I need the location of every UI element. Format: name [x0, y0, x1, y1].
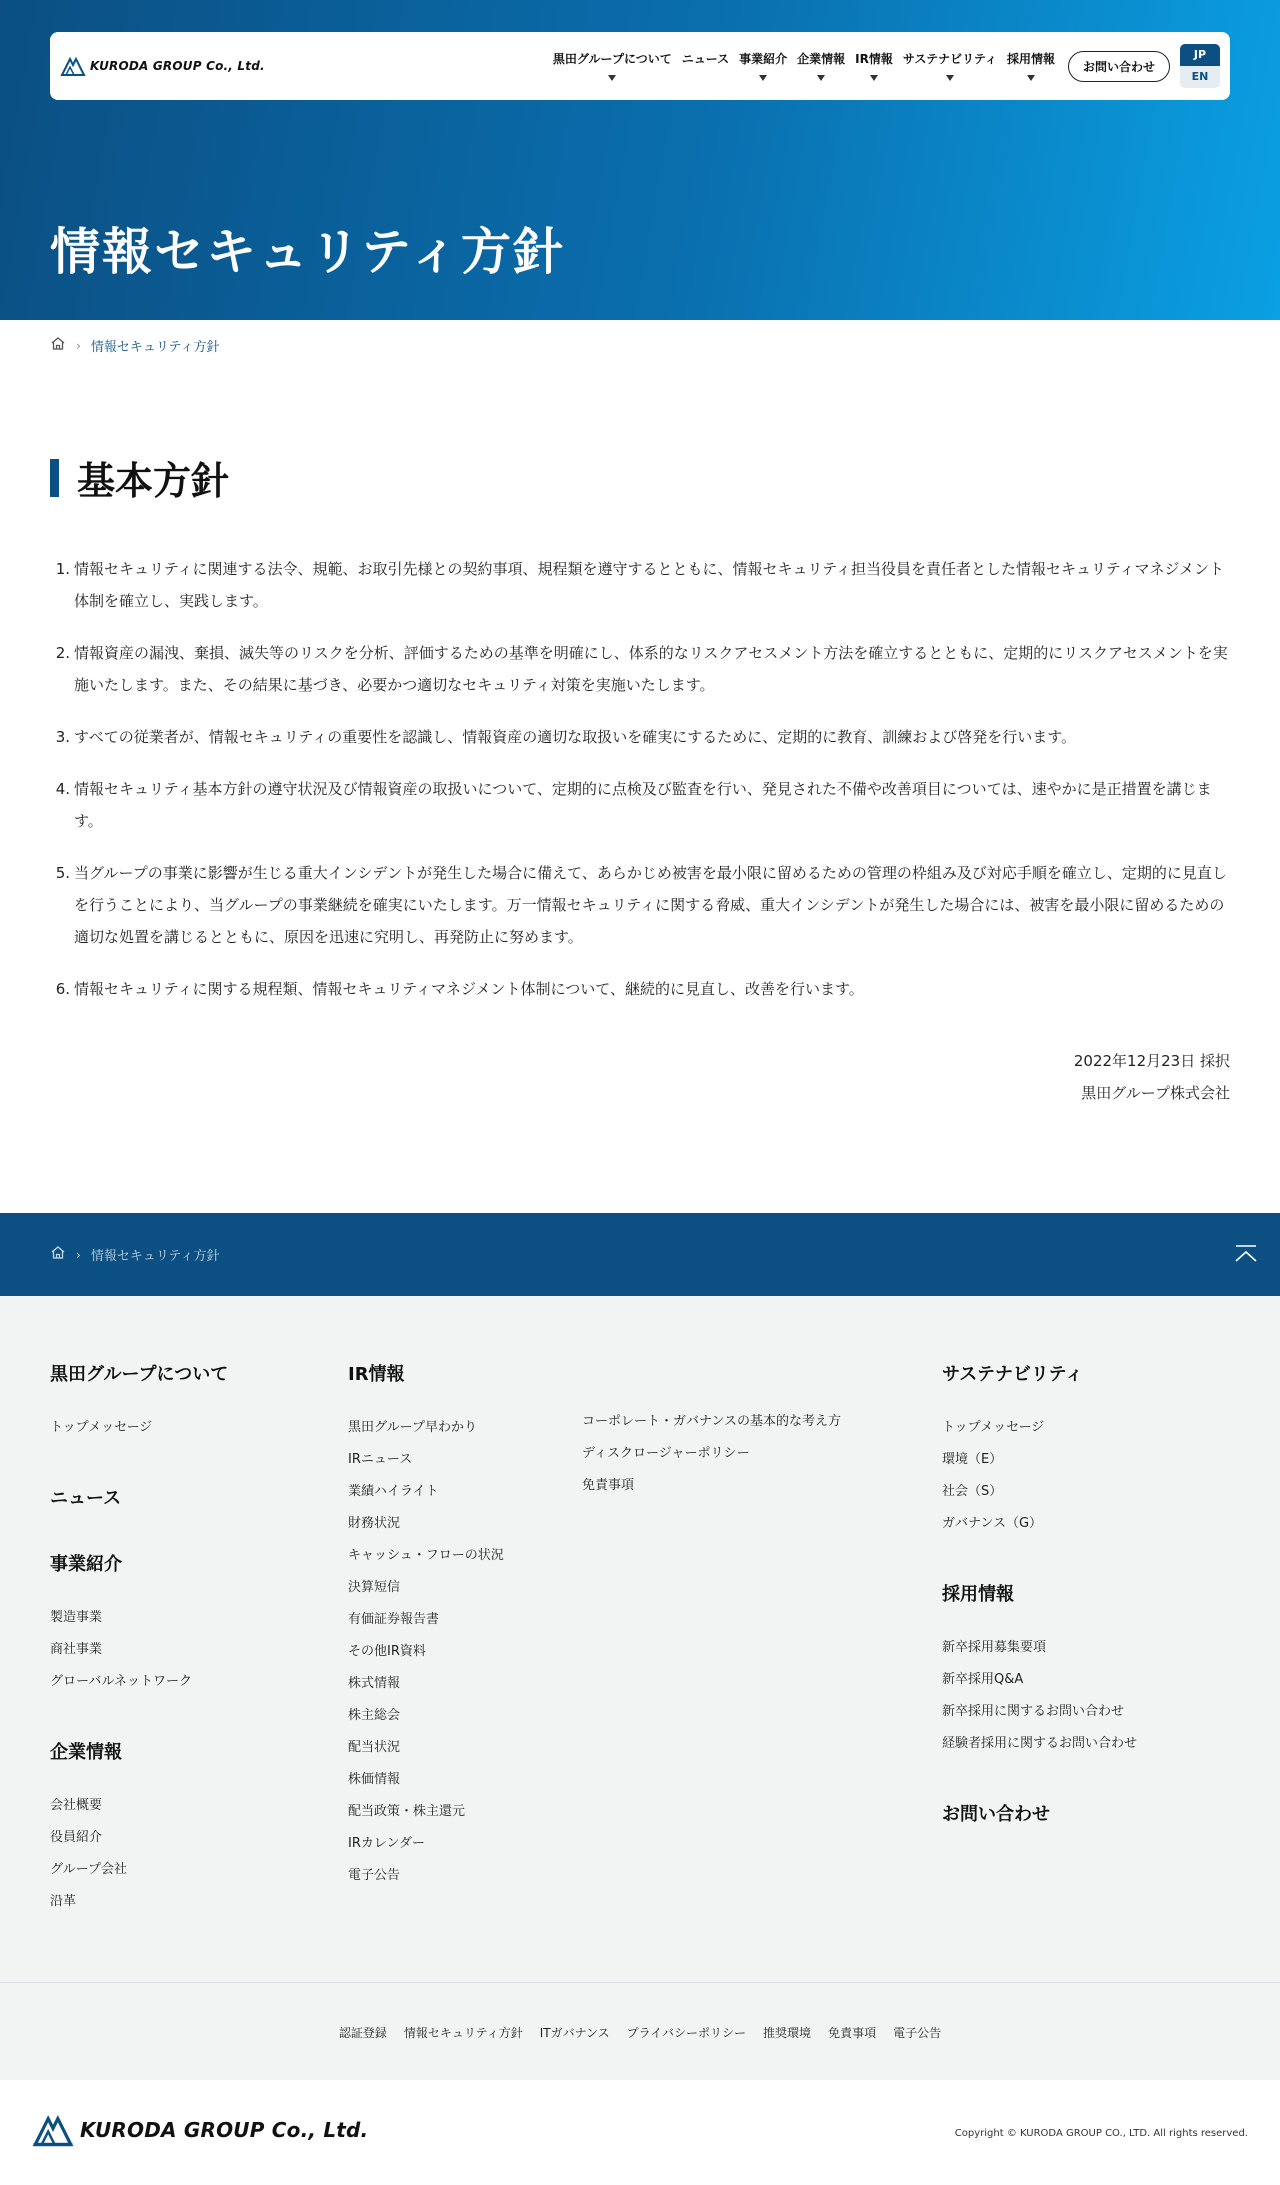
lang-jp-button[interactable]: JP — [1180, 44, 1220, 66]
footer-breadcrumb-current: 情報セキュリティ方針 — [90, 1249, 220, 1264]
policy-item-text: 情報資産の漏洩、棄損、滅失等のリスクを分析、評価するための基準を明確にし、体系的なリスクアセスメント方法を確立するとともに、定期的にリスクアセスメントを実施いたします。また、その結果に基づき、必要かつ適切なセキュリティ対策を実施いたします。 — [74, 644, 1228, 694]
policy-item-number: 1. — [55, 560, 70, 578]
footer-link[interactable]: 電子公告 — [893, 2025, 942, 2040]
sitemap-link[interactable]: キャッシュ・フローの状況 — [348, 1548, 504, 1563]
sitemap-heading-about[interactable]: 黒田グループについて — [50, 1364, 229, 1385]
sitemap-link[interactable]: 新卒採用募集要項 — [942, 1640, 1047, 1655]
footer-link[interactable]: ITガバナンス — [539, 2025, 610, 2040]
chevron-right-icon: › — [76, 338, 81, 353]
sitemap-col-1 — [50, 1360, 228, 1958]
nav-item-label: ニュース — [681, 52, 730, 66]
sitemap-link[interactable]: 電子公告 — [348, 1868, 401, 1883]
policy-item-text: 情報セキュリティ基本方針の遵守状況及び情報資産の取扱いについて、定期的に点検及び監査を行い、発見された不備や改善項目については、速やかに是正措置を講じます。 — [74, 780, 1212, 830]
policy-item-text: 情報セキュリティに関する規程類、情報セキュリティマネジメント体制について、継続的に見直し、改善を行います。 — [74, 980, 864, 998]
footer-divider — [0, 1982, 1280, 1983]
sitemap-link[interactable]: 配当状況 — [348, 1740, 401, 1755]
policy-item — [50, 553, 1230, 617]
sitemap-link[interactable]: 株主総会 — [348, 1708, 401, 1723]
breadcrumb — [50, 336, 220, 355]
sitemap-business-list — [50, 1602, 228, 1698]
sitemap-link[interactable]: コーポレート・ガバナンスの基本的な考え方 — [582, 1414, 841, 1429]
nav-item-1[interactable] — [548, 50, 677, 81]
sitemap-link[interactable]: トップメッセージ — [942, 1420, 1045, 1435]
footer-links — [0, 1984, 1280, 2080]
contact-button[interactable]: お問い合わせ — [1068, 51, 1170, 82]
sitemap-link[interactable]: 黒田グループ早わかり — [348, 1420, 477, 1435]
hero — [0, 0, 1280, 320]
caret-down-icon — [1027, 75, 1035, 81]
sitemap-link[interactable]: 役員紹介 — [50, 1830, 103, 1845]
section-heading — [50, 450, 1230, 505]
footer-link[interactable]: プライバシーポリシー — [626, 2025, 747, 2040]
caret-down-icon — [608, 75, 616, 81]
policy-item-text: すべての従業者が、情報セキュリティの重要性を認識し、情報資産の適切な取扱いを確実にするために、定期的に教育、訓練および啓発を行います。 — [74, 728, 1077, 746]
policy-item — [50, 773, 1230, 837]
sitemap-col-3 — [582, 1410, 841, 1542]
sitemap-link[interactable]: 新卒採用Q&A — [942, 1672, 1024, 1687]
nav-item-label: 採用情報 — [1006, 52, 1055, 66]
sitemap-link[interactable]: 財務状況 — [348, 1516, 401, 1531]
sitemap-ir-list-2 — [582, 1406, 841, 1502]
sitemap-link[interactable]: 沿革 — [50, 1894, 77, 1909]
global-nav — [548, 46, 1060, 86]
footer-link[interactable]: 推奨環境 — [763, 2025, 812, 2040]
lang-en-button[interactable]: EN — [1180, 66, 1220, 88]
sitemap-link[interactable]: 株式情報 — [348, 1676, 401, 1691]
caret-down-icon — [759, 75, 767, 81]
footer-logo[interactable] — [32, 2112, 368, 2148]
header-navbar — [50, 32, 1230, 100]
nav-item-3[interactable] — [734, 50, 792, 81]
sitemap-link[interactable]: 株価情報 — [348, 1772, 401, 1787]
sitemap-link[interactable]: IRニュース — [348, 1452, 413, 1467]
nav-item-6[interactable] — [898, 50, 1002, 81]
sitemap-link[interactable]: その他IR資料 — [348, 1644, 426, 1659]
policy-item-number: 2. — [55, 644, 70, 662]
footer-breadcrumb-bar — [0, 1213, 1280, 1296]
policy-item — [50, 637, 1230, 701]
sitemap-col-4 — [942, 1360, 1137, 1852]
home-icon[interactable] — [50, 1245, 66, 1264]
sitemap-heading-business[interactable]: 事業紹介 — [50, 1554, 122, 1575]
sitemap-link[interactable]: 決算短信 — [348, 1580, 401, 1595]
header-logo-text: KURODA GROUP Co., Ltd. — [90, 59, 265, 73]
nav-item-label: IR情報 — [855, 52, 893, 66]
signature — [50, 1045, 1230, 1109]
policy-item — [50, 721, 1230, 753]
policy-item — [50, 973, 1230, 1005]
footer-link[interactable]: 認証登録 — [338, 2025, 387, 2040]
sitemap-heading-contact[interactable]: お問い合わせ — [942, 1804, 1050, 1825]
sitemap-link[interactable]: 商社事業 — [50, 1642, 103, 1657]
footer-logo-text: KURODA GROUP Co., Ltd. — [80, 2118, 369, 2142]
policy-item-number: 3. — [55, 728, 70, 746]
sitemap-link[interactable]: 経験者採用に関するお問い合わせ — [942, 1736, 1138, 1751]
sitemap-link[interactable]: 有価証券報告書 — [348, 1612, 440, 1627]
nav-item-label: 事業紹介 — [739, 52, 788, 66]
sitemap-link[interactable]: 環境（E） — [942, 1452, 1003, 1467]
nav-item-label: 黒田グループについて — [552, 52, 672, 66]
policy-item-number: 5. — [55, 864, 70, 882]
sitemap-link[interactable]: 免責事項 — [582, 1478, 635, 1493]
sitemap-heading-ir[interactable]: IR情報 — [348, 1364, 405, 1385]
sitemap-link[interactable]: 会社概要 — [50, 1798, 103, 1813]
policy-item-text: 情報セキュリティに関連する法令、規範、お取引先様との契約事項、規程類を遵守するとともに、情報セキュリティ担当役員を責任者とした情報セキュリティマネジメント体制を確立し、実践します。 — [74, 560, 1225, 610]
sitemap-link[interactable]: IRカレンダー — [348, 1836, 426, 1851]
policy-item-text: 当グループの事業に影響が生じる重大インシデントが発生した場合に備えて、あらかじめ被害を最小限に留めるための管理の枠組み及び対応手順を確立し、定期的に見直しを行うことにより、当グループの事業継続を確実にいたします。万一情報セキュリティに関する脅威、重大インシデントが発生した場合には、被害を最小限に留めるための適切な処置を講じるとともに、原因を迅速に究明し、再発防止に努めます。 — [74, 864, 1227, 946]
sitemap-heading-news[interactable]: ニュース — [50, 1488, 122, 1509]
home-icon[interactable] — [50, 336, 66, 355]
sitemap-col-2 — [348, 1360, 504, 1932]
sitemap-heading-recruit[interactable]: 採用情報 — [942, 1584, 1014, 1605]
company-name: 黒田グループ株式会社 — [1081, 1084, 1230, 1102]
nav-item-2[interactable] — [677, 50, 734, 67]
page-title: 情報セキュリティ方針 — [50, 223, 565, 281]
chevron-right-icon: › — [76, 1247, 81, 1262]
sitemap-link[interactable]: 配当政策・株主還元 — [348, 1804, 466, 1819]
heading-accent-bar — [50, 459, 59, 497]
sitemap-link[interactable]: 業績ハイライト — [348, 1484, 439, 1499]
sitemap-corporate-list — [50, 1790, 228, 1918]
language-switcher — [1180, 44, 1220, 88]
kuroda-logo-mark-icon — [60, 55, 86, 77]
sitemap-recruit-list — [942, 1632, 1137, 1760]
sitemap-link[interactable]: ディスクロージャーポリシー — [582, 1446, 750, 1461]
sitemap-link[interactable]: 社会（S） — [942, 1484, 1003, 1499]
sitemap-link[interactable]: グローバルネットワーク — [50, 1674, 192, 1689]
footer-breadcrumb — [50, 1245, 220, 1264]
sitemap-link[interactable]: 新卒採用に関するお問い合わせ — [942, 1704, 1125, 1719]
sitemap-heading-corporate[interactable]: 企業情報 — [50, 1742, 122, 1763]
section-heading-text: 基本方針 — [77, 459, 230, 503]
caret-down-icon — [870, 75, 878, 81]
caret-down-icon — [946, 75, 954, 81]
sitemap-about-list — [50, 1412, 228, 1444]
main-content — [50, 450, 1230, 1109]
footer-bottom — [0, 2080, 1280, 2185]
policy-list — [50, 553, 1230, 1005]
footer-sitemap — [0, 1296, 1280, 1984]
header-logo[interactable] — [60, 55, 265, 77]
nav-item-label: 企業情報 — [797, 52, 846, 66]
sitemap-heading-sustainability[interactable]: サステナビリティ — [942, 1364, 1084, 1385]
breadcrumb-current: 情報セキュリティ方針 — [90, 340, 220, 355]
kuroda-logo-mark-icon — [32, 2112, 74, 2148]
adoption-date: 2022年12月23日 採択 — [1073, 1052, 1230, 1070]
sitemap-sustainability-list — [942, 1412, 1137, 1540]
footer-link[interactable]: 情報セキュリティ方針 — [403, 2025, 523, 2040]
footer-link[interactable]: 免責事項 — [828, 2025, 877, 2040]
nav-item-4[interactable] — [792, 50, 850, 81]
sitemap-link[interactable]: グループ会社 — [50, 1862, 127, 1877]
nav-item-5[interactable] — [850, 50, 898, 81]
sitemap-link[interactable]: トップメッセージ — [50, 1420, 153, 1435]
policy-item — [50, 857, 1230, 953]
nav-item-7[interactable] — [1002, 50, 1060, 81]
copyright: Copyright © KURODA GROUP CO., LTD. All rights reserved. — [954, 2128, 1248, 2139]
sitemap-link[interactable]: ガバナンス（G） — [942, 1516, 1043, 1531]
nav-item-label: サステナビリティ — [902, 52, 997, 66]
sitemap-link[interactable]: 製造事業 — [50, 1610, 103, 1625]
caret-down-icon — [817, 75, 825, 81]
policy-item-number: 4. — [55, 780, 70, 798]
sitemap-ir-list — [348, 1412, 504, 1892]
page-top-icon[interactable] — [1234, 1243, 1258, 1265]
policy-item-number: 6. — [55, 980, 70, 998]
